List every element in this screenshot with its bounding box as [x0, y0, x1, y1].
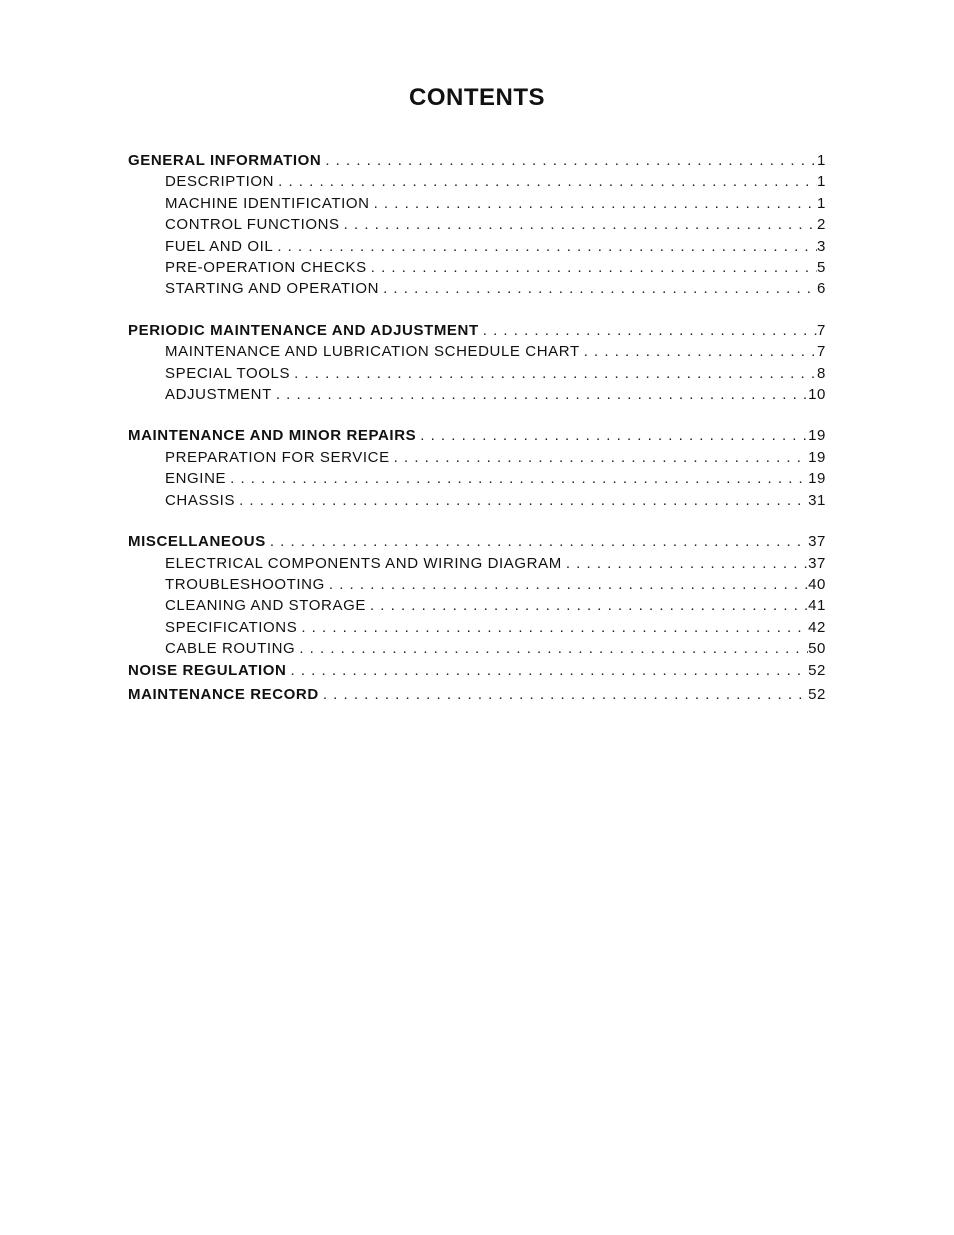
- toc-entry[interactable]: [128, 595, 826, 616]
- toc-entry-label: CONTROL FUNCTIONS: [165, 216, 340, 234]
- toc-page-number: 7: [817, 343, 826, 361]
- toc-page-number: 41: [808, 597, 826, 615]
- toc-page-number: 1: [817, 194, 826, 212]
- toc-entry-label: DESCRIPTION: [165, 173, 275, 191]
- dot-leader: [230, 468, 808, 489]
- dot-leader: [420, 425, 808, 446]
- toc-entry-main[interactable]: [128, 320, 826, 341]
- toc-page-number: 7: [817, 321, 826, 339]
- toc-page-number: 19: [808, 470, 826, 488]
- toc-entry-label: ELECTRICAL COMPONENTS AND WIRING DIAGRAM: [165, 554, 562, 572]
- table-of-contents: [128, 150, 826, 705]
- toc-entry-label: FUEL AND OIL: [165, 237, 274, 255]
- toc-entry-label: MAINTENANCE AND LUBRICATION SCHEDULE CHART: [165, 343, 580, 361]
- toc-page-number: 42: [808, 618, 826, 636]
- toc-entry-main[interactable]: [128, 150, 826, 171]
- dot-leader: [299, 638, 808, 659]
- toc-section-general-information: [128, 150, 826, 300]
- dot-leader: [374, 193, 817, 214]
- toc-entry[interactable]: [128, 617, 826, 638]
- toc-entry[interactable]: [128, 193, 826, 214]
- dot-leader: [370, 595, 808, 616]
- toc-entry-label: ENGINE: [165, 470, 227, 488]
- toc-page-number: 19: [808, 427, 826, 445]
- page-title: CONTENTS: [409, 84, 545, 111]
- toc-entry-label: MISCELLANEOUS: [128, 533, 266, 551]
- dot-leader: [277, 236, 817, 257]
- dot-leader: [239, 490, 808, 511]
- toc-section-noise-regulation: [128, 660, 826, 681]
- toc-section-maintenance-record: [128, 684, 826, 705]
- toc-entry[interactable]: [128, 257, 826, 278]
- dot-leader: [294, 363, 817, 384]
- dot-leader: [291, 660, 809, 681]
- dot-leader: [276, 384, 808, 405]
- toc-entry[interactable]: [128, 574, 826, 595]
- dot-leader: [383, 278, 817, 299]
- dot-leader: [394, 447, 808, 468]
- dot-leader: [325, 150, 817, 171]
- toc-section-minor-repairs: [128, 425, 826, 511]
- toc-entry[interactable]: [128, 278, 826, 299]
- dot-leader: [584, 341, 817, 362]
- toc-entry-label: TROUBLESHOOTING: [165, 575, 325, 593]
- toc-entry[interactable]: [128, 468, 826, 489]
- dot-leader: [371, 257, 817, 278]
- toc-entry-label: GENERAL INFORMATION: [128, 152, 322, 169]
- toc-entry[interactable]: [128, 214, 826, 235]
- toc-entry-main[interactable]: [128, 425, 826, 446]
- dot-leader: [270, 531, 808, 552]
- toc-page-number: 1: [817, 173, 826, 191]
- toc-page-number: 8: [817, 364, 826, 382]
- toc-page-number: 19: [808, 448, 826, 466]
- toc-entry-label: PERIODIC MAINTENANCE AND ADJUSTMENT: [128, 321, 479, 339]
- toc-entry-main[interactable]: [128, 660, 826, 681]
- toc-entry-label: SPECIFICATIONS: [165, 618, 298, 636]
- toc-page-number: 5: [817, 259, 826, 277]
- toc-page-number: 3: [817, 237, 826, 255]
- toc-entry-label: CHASSIS: [165, 491, 236, 509]
- toc-entry[interactable]: [128, 171, 826, 192]
- dot-leader: [278, 171, 817, 192]
- toc-entry[interactable]: [128, 447, 826, 468]
- toc-page-number: 6: [817, 280, 826, 298]
- toc-entry-label: PREPARATION FOR SERVICE: [165, 448, 390, 466]
- toc-entry-label: MAINTENANCE AND MINOR REPAIRS: [128, 427, 417, 445]
- toc-entry-label: PRE-OPERATION CHECKS: [165, 259, 367, 277]
- toc-entry-label: CABLE ROUTING: [165, 640, 296, 658]
- toc-entry-main[interactable]: [128, 684, 826, 705]
- toc-entry[interactable]: [128, 236, 826, 257]
- toc-entry-label: STARTING AND OPERATION: [165, 280, 380, 298]
- toc-entry-label: MAINTENANCE RECORD: [128, 685, 319, 703]
- dot-leader: [344, 214, 817, 235]
- toc-entry-label: MACHINE IDENTIFICATION: [165, 194, 370, 212]
- toc-entry-label: NOISE REGULATION: [128, 661, 287, 679]
- toc-entry-label: CLEANING AND STORAGE: [165, 597, 366, 615]
- dot-leader: [323, 684, 808, 705]
- toc-section-periodic-maintenance: [128, 320, 826, 406]
- dot-leader: [483, 320, 817, 341]
- toc-entry-label: ADJUSTMENT: [165, 386, 272, 404]
- toc-entry-main[interactable]: [128, 531, 826, 552]
- toc-page-number: 52: [808, 685, 826, 703]
- toc-page-number: 37: [808, 533, 826, 551]
- toc-entry[interactable]: [128, 384, 826, 405]
- dot-leader: [301, 617, 808, 638]
- toc-page-number: 2: [817, 216, 826, 234]
- toc-page-number: 50: [808, 640, 826, 658]
- toc-entry[interactable]: [128, 553, 826, 574]
- toc-page-number: 1: [817, 152, 826, 169]
- toc-entry[interactable]: [128, 341, 826, 362]
- dot-leader: [566, 553, 808, 574]
- toc-page-number: 40: [808, 575, 826, 593]
- toc-page-number: 37: [808, 554, 826, 572]
- toc-page-number: 10: [808, 386, 826, 404]
- toc-entry[interactable]: [128, 490, 826, 511]
- dot-leader: [329, 574, 808, 595]
- toc-section-miscellaneous: [128, 531, 826, 659]
- toc-page-number: 31: [808, 491, 826, 509]
- toc-entry[interactable]: [128, 638, 826, 659]
- toc-page-number: 52: [808, 661, 826, 679]
- toc-entry[interactable]: [128, 363, 826, 384]
- toc-entry-label: SPECIAL TOOLS: [165, 364, 291, 382]
